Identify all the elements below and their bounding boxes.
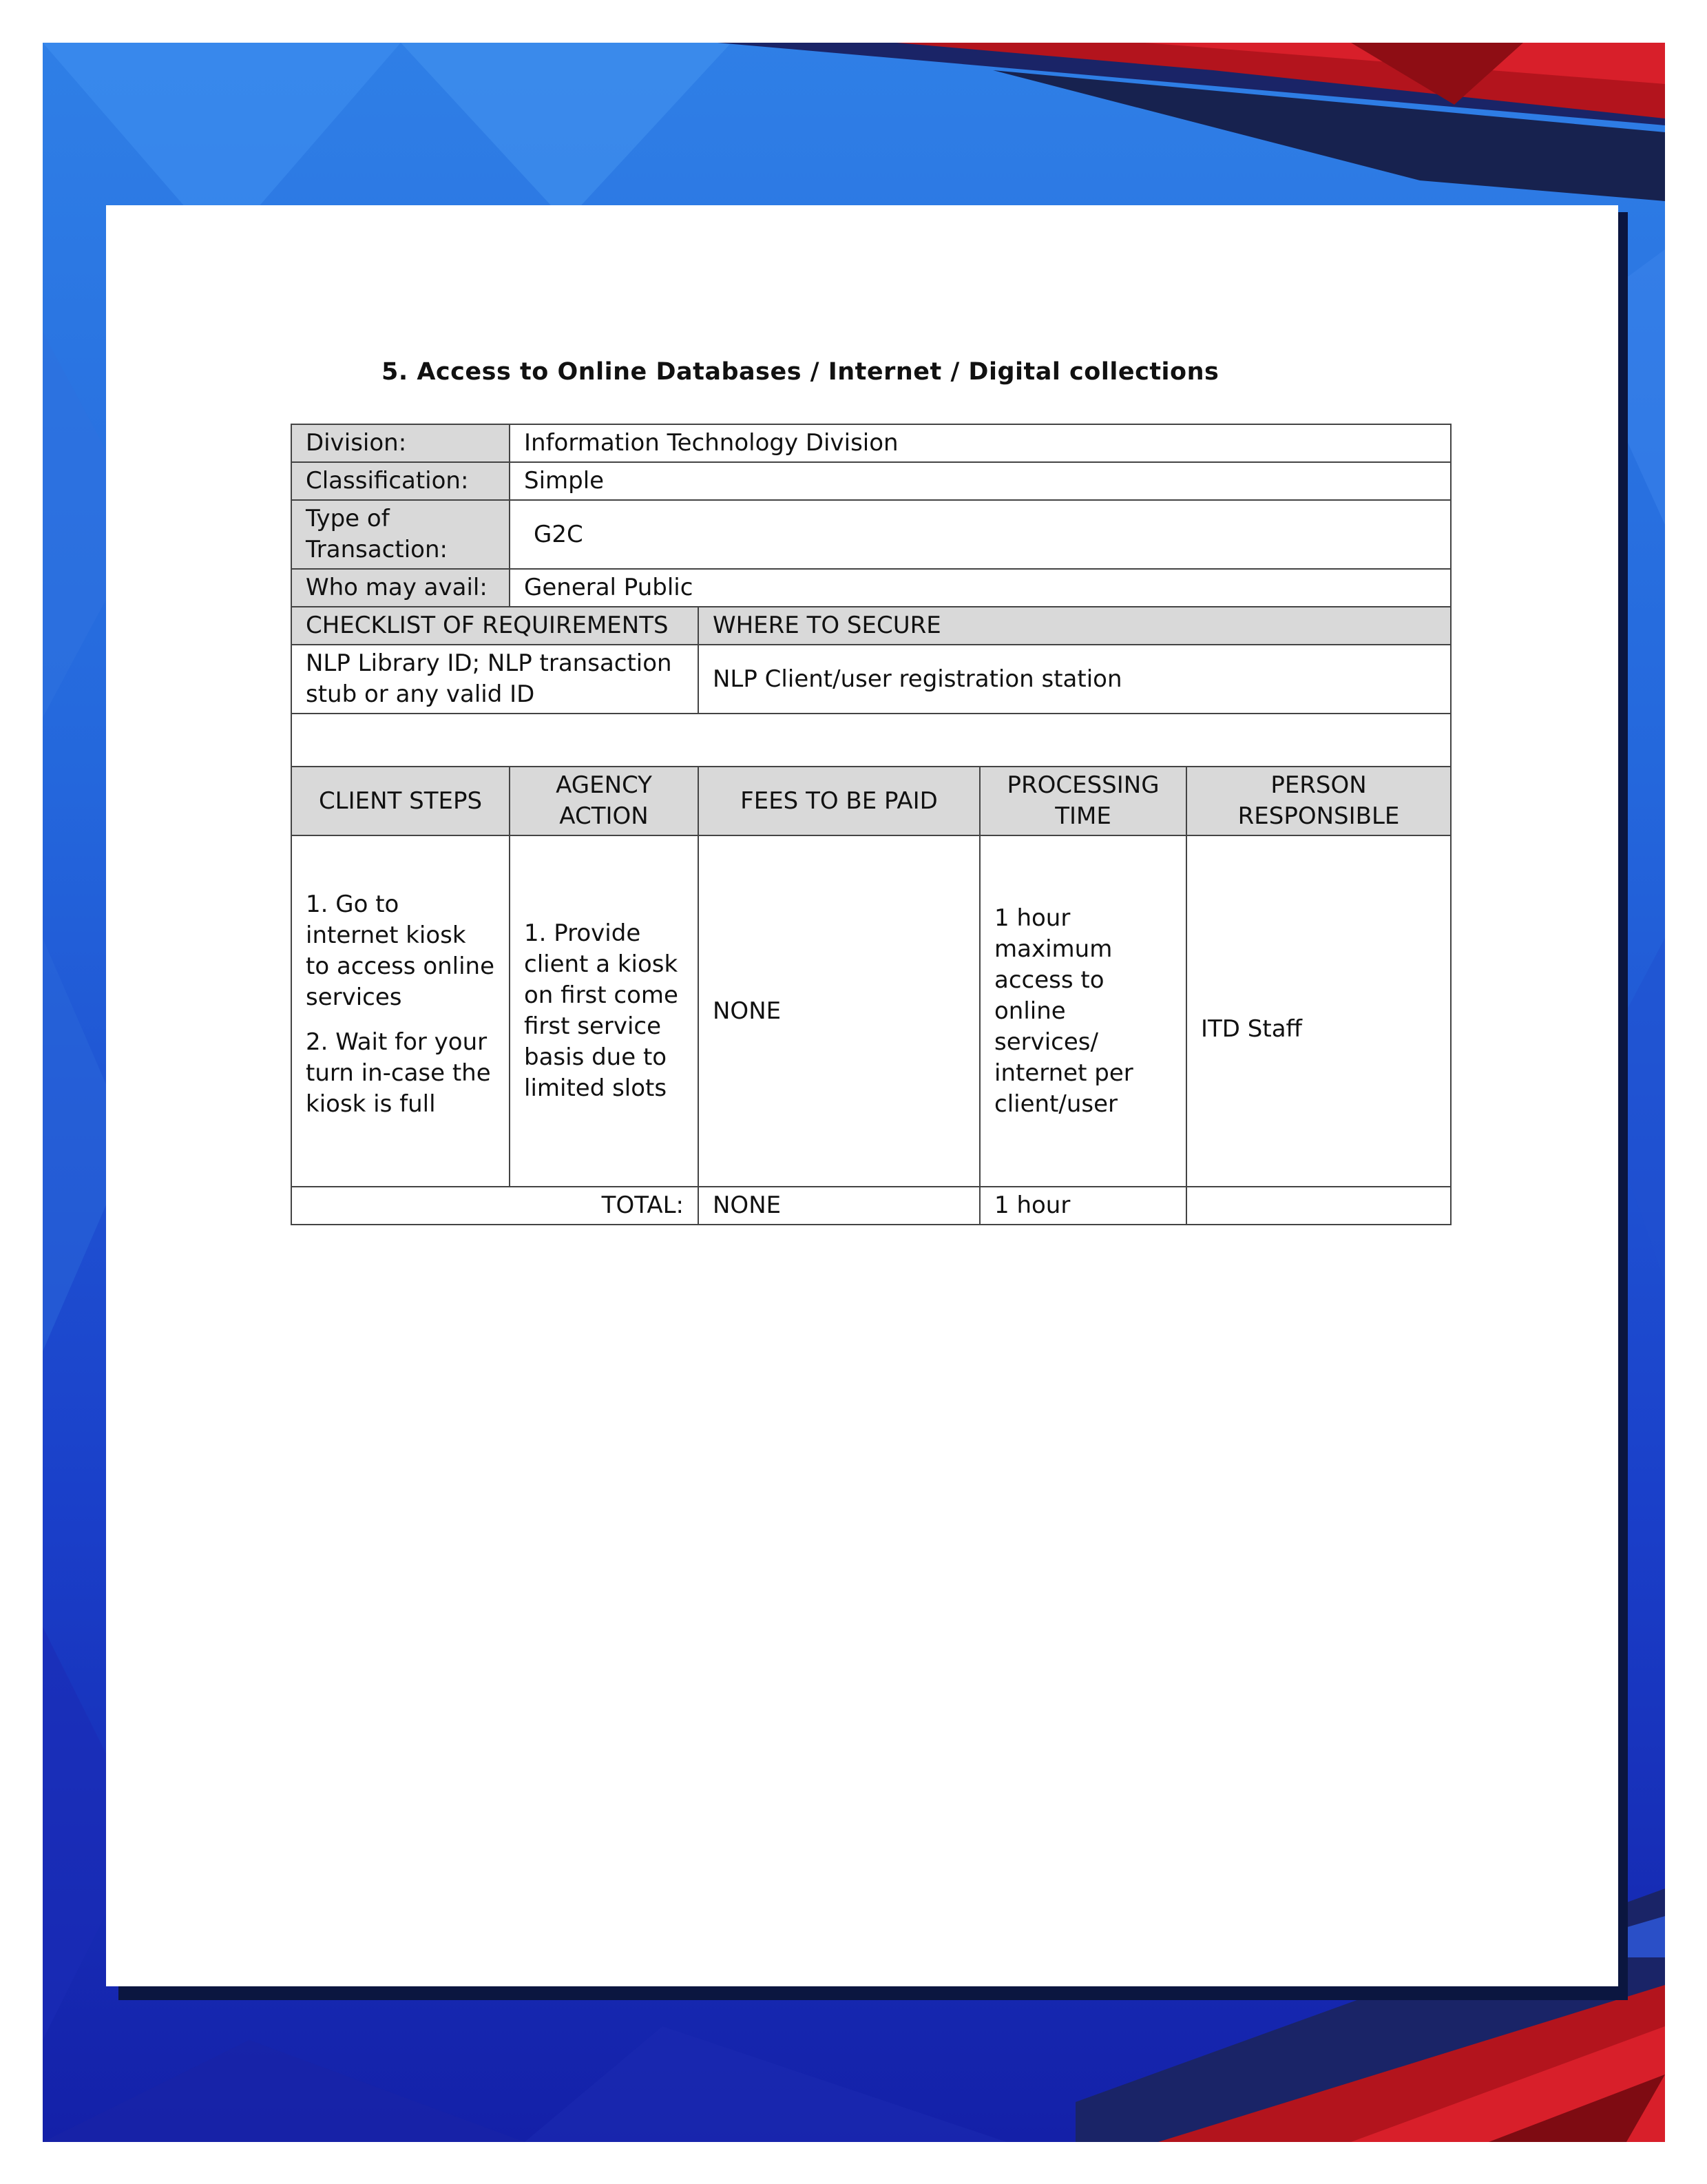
- who-value: General Public: [510, 569, 1451, 607]
- process-header-row: [291, 767, 1451, 835]
- client-step-2: 2. Wait for your turn in-case the kiosk is full: [306, 1028, 491, 1118]
- section-title: 5. Access to Online Databases / Internet / Digital collections: [381, 358, 1219, 386]
- total-time: 1 hour: [980, 1187, 1186, 1225]
- who-row: [291, 569, 1451, 607]
- total-row: [291, 1187, 1451, 1225]
- type-row: [291, 500, 1451, 569]
- checklist-header: CHECKLIST OF REQUIREMENTS: [291, 607, 698, 645]
- where-header: WHERE TO SECURE: [698, 607, 1451, 645]
- classification-label: Classification:: [291, 462, 510, 500]
- spacer-row: [291, 714, 1451, 767]
- total-empty: [1186, 1187, 1451, 1225]
- agency-action-cell: 1. Provide client a kiosk on first come first service basis due to limited slots: [510, 835, 698, 1187]
- requirement-item: NLP Library ID; NLP transaction stub or any valid ID: [291, 645, 698, 714]
- process-row: [291, 835, 1451, 1187]
- classification-value: Simple: [510, 462, 1451, 500]
- requirements-header-row: [291, 607, 1451, 645]
- type-label: Type of Transaction:: [291, 500, 510, 569]
- requirement-where: NLP Client/user registration station: [698, 645, 1451, 714]
- header-agency-action: AGENCY ACTION: [510, 767, 698, 835]
- client-steps-cell: [291, 835, 510, 1187]
- header-fees: FEES TO BE PAID: [698, 767, 980, 835]
- total-label: TOTAL:: [291, 1187, 698, 1225]
- requirement-row: [291, 645, 1451, 714]
- header-processing-time: PROCESSING TIME: [980, 767, 1186, 835]
- total-fees: NONE: [698, 1187, 980, 1225]
- processing-time-cell: 1 hour maximum access to online services/ internet per client/user: [980, 835, 1186, 1187]
- division-label: Division:: [291, 424, 510, 462]
- division-row: [291, 424, 1451, 462]
- type-value: G2C: [510, 500, 1451, 569]
- document-paper: [106, 205, 1618, 1986]
- person-responsible-cell: ITD Staff: [1186, 835, 1451, 1187]
- fees-cell: NONE: [698, 835, 980, 1187]
- header-client-steps: CLIENT STEPS: [291, 767, 510, 835]
- who-label: Who may avail:: [291, 569, 510, 607]
- service-table: [291, 424, 1452, 1225]
- client-step-1: 1. Go to internet kiosk to access online services: [306, 890, 495, 1011]
- classification-row: [291, 462, 1451, 500]
- division-value: Information Technology Division: [510, 424, 1451, 462]
- header-person-responsible: PERSON RESPONSIBLE: [1186, 767, 1451, 835]
